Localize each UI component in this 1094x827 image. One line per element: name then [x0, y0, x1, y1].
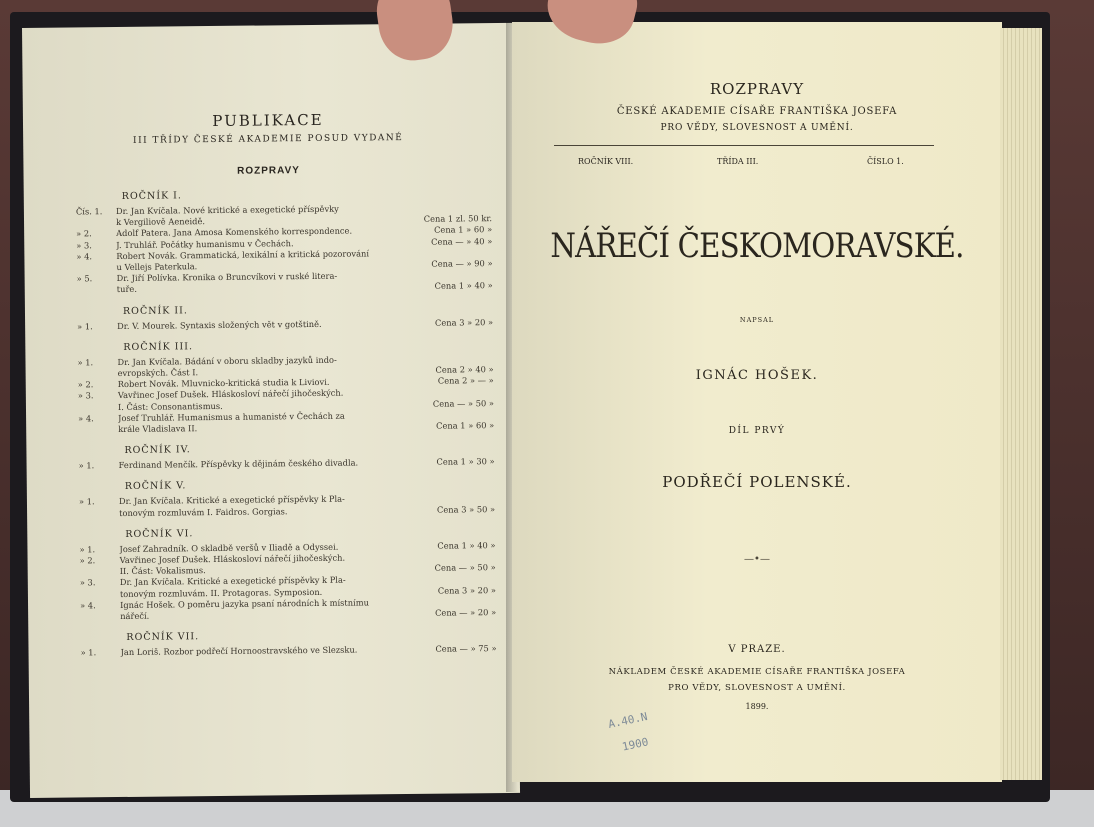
entry-number: » 1.: [79, 544, 96, 555]
academy-name: ČESKÉ AKADEMIE CÍSAŘE FRANTIŠKA JOSEFA: [616, 106, 898, 117]
entry-title: k Vergiliově Aeneidě.: [115, 216, 206, 228]
publication-entry: [25, 316, 515, 332]
entry-price: Cena — » 50 »: [434, 562, 496, 573]
volume-label: ROČNÍK VIII.: [578, 157, 634, 166]
entry-title: J. Truhlář. Počátky humanismu v Čechách.: [116, 237, 294, 250]
publication-entry: [27, 456, 517, 471]
entry-price: [385, 492, 495, 493]
library-stamp-year: 1900: [620, 735, 650, 754]
entry-title: Jan Loriš. Rozbor podřečí Hornoostravského ve Slezsku.: [120, 644, 358, 658]
entry-number: » 1.: [77, 357, 94, 368]
entry-number: » 5.: [76, 273, 93, 284]
entry-number: » 4.: [76, 251, 93, 262]
volume-heading: ROČNÍK V.: [124, 480, 187, 493]
entry-title: Josef Truhlář. Humanismus a humanisté v Čechách za: [118, 410, 345, 423]
volume-heading: ROČNÍK IV.: [124, 444, 191, 457]
entry-price: [382, 202, 492, 203]
publication-entry: [27, 539, 517, 555]
library-stamp: A.40.N: [607, 710, 649, 731]
publication-place: V PRAZE.: [728, 644, 786, 655]
publication-entry: [25, 353, 515, 368]
publisher-subtitle: PRO VĚDY, SLOVESNOST A UMĚNÍ.: [668, 683, 846, 693]
book-title: NÁŘEČÍ ČESKOMORAVSKÉ.: [550, 226, 964, 266]
publication-year: 1899.: [745, 702, 769, 711]
entry-title: Vavřinec Josef Dušek. Hláskosloví nářečí jihočeských.: [119, 552, 346, 566]
entry-title: nářečí.: [120, 610, 150, 622]
entry-number: » 1.: [78, 460, 95, 471]
entry-number: » 4.: [78, 413, 94, 424]
volume-heading: ROČNÍK VII.: [126, 631, 200, 644]
entry-price: Cena — » 20 »: [434, 607, 497, 618]
author-name: IGNÁC HOŠEK.: [695, 368, 819, 383]
page-edges: [1000, 28, 1042, 780]
entry-title: tonovým rozmluvám. II. Protagoras. Symposion.: [119, 586, 323, 599]
entry-number: » 2.: [76, 228, 92, 239]
entry-title: Robert Novák. Grammatická, lexikální a kritická pozorování: [116, 248, 370, 261]
publisher-name: NÁKLADEM ČESKÉ AKADEMIE CÍSAŘE FRANTIŠKA JOSEFA: [608, 667, 906, 677]
entry-price: Cena — » 50 »: [432, 397, 495, 409]
entry-number: » 3.: [76, 239, 92, 251]
part-label: DÍL PRVÝ: [728, 426, 786, 436]
entry-title: Ferdinand Menčík. Příspěvky k dějinám českého divadla.: [118, 457, 359, 471]
entry-title: krále Vladislava II.: [118, 423, 198, 435]
entry-title: Dr. Jiří Polívka. Kronika o Bruncvíkovi v ruské litera-: [116, 270, 338, 284]
entry-price: Cena 1 » 40 »: [434, 280, 493, 292]
entry-price: Cena 1 » 40 »: [437, 539, 496, 551]
entry-price: Cena 3 » 50 »: [436, 503, 496, 515]
entry-number: » 1.: [78, 496, 95, 507]
entry-price: Cena 3 » 20 »: [434, 316, 494, 328]
entry-title: Josef Zahradník. O skladbě veršů v Iliadě a Odyssei.: [119, 541, 339, 554]
volume-heading: ROČNÍK III.: [123, 341, 194, 353]
entry-title: I. Část: Consonantismus.: [117, 400, 223, 412]
publications-title: PUBLIKACE: [212, 110, 324, 131]
volume-heading: ROČNÍK II.: [122, 304, 188, 317]
entry-price: Cena 1 » 60 »: [433, 224, 493, 236]
entry-number: » 1.: [80, 647, 97, 658]
header-rule: [554, 145, 934, 146]
entry-title: u Vellejs Paterkula.: [116, 261, 198, 273]
entry-title: tonovým rozmluvám I. Faidros. Gorgias.: [119, 505, 288, 518]
volume-heading: ROČNÍK VI.: [125, 528, 194, 540]
entry-title: Ignác Hošek. O poměru jazyka psaní národních k místnímu: [119, 597, 369, 610]
entry-number: » 3.: [79, 577, 96, 588]
entry-price: Cena — » 75 »: [435, 643, 497, 654]
series-name: ROZPRAVY: [709, 80, 805, 98]
entry-title: Vavřinec Josef Dušek. Hláskosloví nářečí jihočeských.: [117, 388, 344, 401]
publications-subtitle: III TŘÍDY ČESKÉ AKADEMIE POSUD VYDANÉ: [132, 133, 404, 146]
entry-title: Dr. V. Mourek. Syntaxis složených vět v gotštině.: [117, 318, 322, 331]
publication-entry: [27, 492, 517, 507]
entry-title: Dr. Jan Kvíčala. Kritické a exegetické příspěvky k Pla-: [118, 494, 345, 507]
class-label: TŘÍDA III.: [717, 157, 759, 166]
entry-price: [383, 353, 493, 354]
ornament: —•—: [744, 554, 770, 565]
entry-title: Dr. Jan Kvíčala. Nové kritické a exegetické příspěvky: [115, 203, 339, 217]
book-subtitle: PODŘEČÍ POLENSKÉ.: [662, 473, 852, 491]
entry-title: Adolf Patera. Jana Amosa Komenského korrespondence.: [116, 225, 353, 239]
left-page: [22, 23, 520, 798]
publication-entry: [28, 643, 518, 658]
entry-number: Čís. 1.: [75, 206, 103, 217]
entry-price: Cena — » 40 »: [431, 235, 493, 247]
entry-number: » 4.: [79, 600, 96, 611]
entry-price: Cena 2 » — »: [437, 375, 494, 386]
number-label: ČÍSLO 1.: [867, 157, 904, 166]
section-heading: ROZPRAVY: [237, 165, 300, 177]
by-label: NAPSAL: [739, 316, 775, 324]
entry-price: Cena 1 » 60 »: [436, 420, 495, 431]
publication-entry: [24, 202, 514, 217]
entry-number: » 1.: [77, 320, 93, 332]
entry-number: » 3.: [77, 390, 94, 401]
entry-title: Dr. Jan Kvíčala. Kritické a exegetické příspěvky k Pla-: [119, 575, 346, 588]
entry-price: Cena 3 » 20 »: [437, 584, 496, 596]
entry-title: tuře.: [116, 284, 137, 295]
entry-number: » 2.: [79, 555, 96, 566]
entry-title: evropských. Část I.: [117, 367, 199, 379]
entry-title: II. Část: Vokalismus.: [119, 565, 206, 577]
academy-subtitle: PRO VĚDY, SLOVESNOST A UMĚNÍ.: [660, 123, 854, 133]
volume-heading: ROČNÍK I.: [121, 190, 182, 202]
right-page: [512, 22, 1002, 782]
entry-price: Cena 1 » 30 »: [436, 456, 495, 467]
entry-price: Cena 1 zl. 50 kr.: [423, 213, 493, 224]
entry-number: » 2.: [77, 379, 94, 390]
entry-price: Cena 2 » 40 »: [435, 364, 494, 375]
entry-title: Dr. Jan Kvíčala. Bádání v oboru skladby jazyků indo-: [117, 354, 337, 367]
entry-title: Robert Novák. Mluvnicko-kritická studia k Liviovi.: [117, 376, 330, 390]
entry-price: Cena — » 90 »: [431, 258, 493, 269]
